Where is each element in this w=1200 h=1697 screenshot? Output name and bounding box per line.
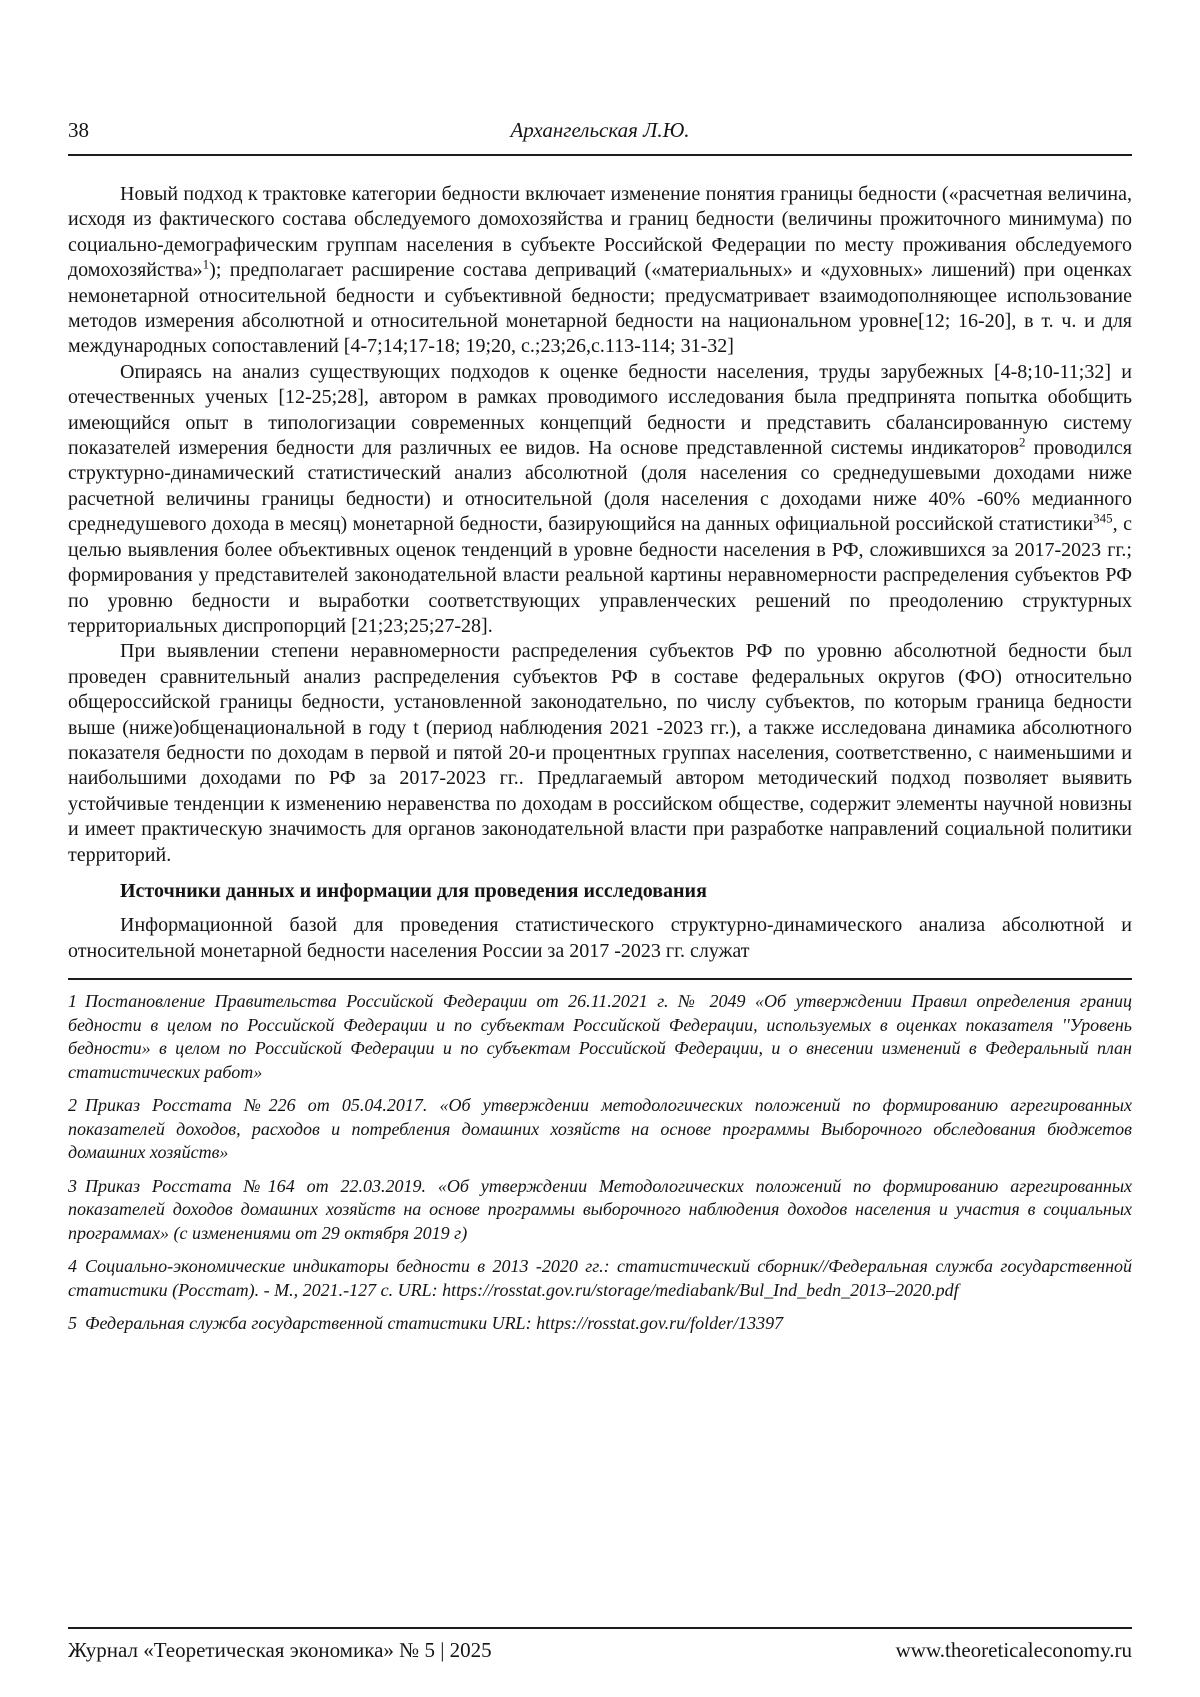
running-title-author: Архангельская Л.Ю.	[510, 118, 690, 142]
footnote-4	[68, 1255, 1132, 1302]
paragraph-2-text: Опираясь на анализ существующих подходов к оценке бедности населения, труды зарубежных [4-8;10-11;32] и отечественных ученых [12-25;28], автором в рамках проводимого исследования была предпринята попытка обобщить имеющийся опыт в типологизации современных концепций бедности и представить сбалансированную систему показателей измерения бедности для различных ее видов. На основе представленной системы индикаторов	[68, 360, 1132, 460]
footnote-1-number: 1	[68, 991, 77, 1012]
paragraph-3: При выявлении степени неравномерности распределения субъектов РФ по уровню абсолютной бедности был проведен сравнительный анализ распределения субъектов РФ в составе федеральных округов (ФО) относительно общероссийской границы бедности, установленной законодательно, по числу субъектов, по которым граница бедности выше (ниже)общенациональной в году t (период наблюдения 2021 -2023 гг.), а также исследована динамика абсолютного показателя бедности по доходам в первой и пятой 20-и процентных группах населения, соответственно, с наименьшими и наибольшими доходами по РФ за 2017-2023 гг.. Предлагаемый автором методический подход позволяет выявить устойчивые тенденции к изменению неравенства по доходам в российском обществе, содержит элементы научной новизны и имеет практическую значимость для органов законодательной власти при разработке направлений социальной политики территорий.	[68, 640, 1132, 866]
footnote-3	[68, 1175, 1132, 1246]
section-heading-data-sources: Источники данных и информации для проведения исследования	[120, 879, 707, 902]
footnote-2-text: Приказ Росстата №226 от 05.04.2017. «Об утверждении методологических положений по формированию агрегированных показателей доходов, расходов и потребления домашних хозяйств на основе программы Выборочного обследования бюджетов домашних хозяйств»	[68, 1095, 1132, 1163]
footnote-3-number: 3	[68, 1175, 77, 1196]
footnote-5-number: 5	[68, 1313, 77, 1334]
paragraph-1	[68, 182, 1132, 360]
footnote-1	[68, 990, 1132, 1084]
paragraph-2-text-end: , с целью выявления более объективных оценок тенденций в уровне бедности населения в РФ, сложившихся за 2017-2023 гг.; формирования у представителей законодательной власти реальной картины неравномерности распределения субъектов РФ по уровню бедности и выработки соответствующих управленческих решений по преодолению структурных территориальных диспропорций [21;23;25;27-28].	[68, 513, 1132, 637]
footnote-3-text: Приказ Росстата №164 от 22.03.2019. «Об утверждении Методологических положений по формированию агрегированных показателей доходов домашних хозяйств на основе программы выборочного наблюдения доходов населения и участия в социальных программах» (с изменениями от 29 октября 2019 г)	[68, 1175, 1132, 1243]
footnote-4-number: 4	[68, 1256, 77, 1277]
journal-website: www.theoreticaleconomy.ru	[895, 1638, 1132, 1662]
journal-title-footer: Журнал «Теоретическая экономика» № 5 | 2025	[68, 1638, 492, 1662]
footnote-ref-345: 345	[1093, 510, 1113, 526]
paragraph-1-text: Новый подход к трактовке категории бедности включает изменение понятия границы бедности («расчетная величина, исходя из фактического состава обследуемого домохозяйства и границ бедности (величины прожиточного минимума) по социально-демографическим группам населения в субъекте Российской Федерации по месту проживания обследуемого домохозяйства»	[68, 183, 1132, 282]
footnote-5-text: Федеральная служба государственной статистики URL: https://rosstat.gov.ru/folder/13397	[85, 1313, 784, 1334]
footnote-2	[68, 1094, 1132, 1165]
footnote-4-text: Социально-экономические индикаторы бедности в 2013 -2020 гг.: статистический сборник//Федеральная служба государственной статистики (Росстат). - М., 2021.-127 с. URL: https://rosstat.gov.ru/storage/mediabank/Bul_Ind_bedn_2013–2020.pdf	[68, 1256, 1132, 1300]
page-number: 38	[68, 118, 89, 142]
footnote-5	[68, 1312, 1132, 1336]
footnote-2-number: 2	[68, 1095, 77, 1116]
footnote-ref-2: 2	[1019, 434, 1026, 450]
paragraph-4: Информационной базой для проведения статистического структурно-динамического анализа абсолютной и относительной монетарной бедности населения России за 2017 -2023 гг. служат	[68, 914, 1132, 962]
paragraph-2	[68, 360, 1132, 639]
article-body	[68, 182, 1132, 1336]
page-footer	[68, 1627, 1132, 1663]
paragraph-2-text-cont: проводился структурно-динамический статистический анализ абсолютной (доля населения со среднедушевыми доходами ниже расчетной величины границы бедности) и относительной (доля населения с доходами ниже 40% -60% медианного среднедушевого дохода в месяц) монетарной бедности, базирующийся на данных официальной российской статистики	[68, 437, 1132, 536]
footnote-ref-1: 1	[202, 256, 210, 272]
paragraph-1-text-cont: ); предполагает расширение состава деприваций («материальных» и «духовных» лишений) при оценках немонетарной относительной бедности и субъективной бедности; предусматривает взаимодополняющее использование методов измерения абсолютной и относительной монетарной бедности на национальном уровне[12; 16-20], в т. ч. и для международных сопоставлений [4-7;14;17-18; 19;20, с.;23;26,с.113-114; 31-32]	[68, 259, 1132, 358]
footnotes-block	[68, 978, 1132, 1336]
page-header	[68, 118, 1132, 156]
footnote-1-text: Постановление Правительства Российской Федерации от 26.11.2021 г. № 2049 «Об утверждении Правил определения границ бедности в целом по Российской Федерации и по субъектам Российской Федерации, используемых в оценках показателя ''Уровень бедности» в целом по Российской Федерации и по субъектам Российской Федерации, и о внесении изменений в Федеральный план статистических работ»	[68, 991, 1132, 1082]
